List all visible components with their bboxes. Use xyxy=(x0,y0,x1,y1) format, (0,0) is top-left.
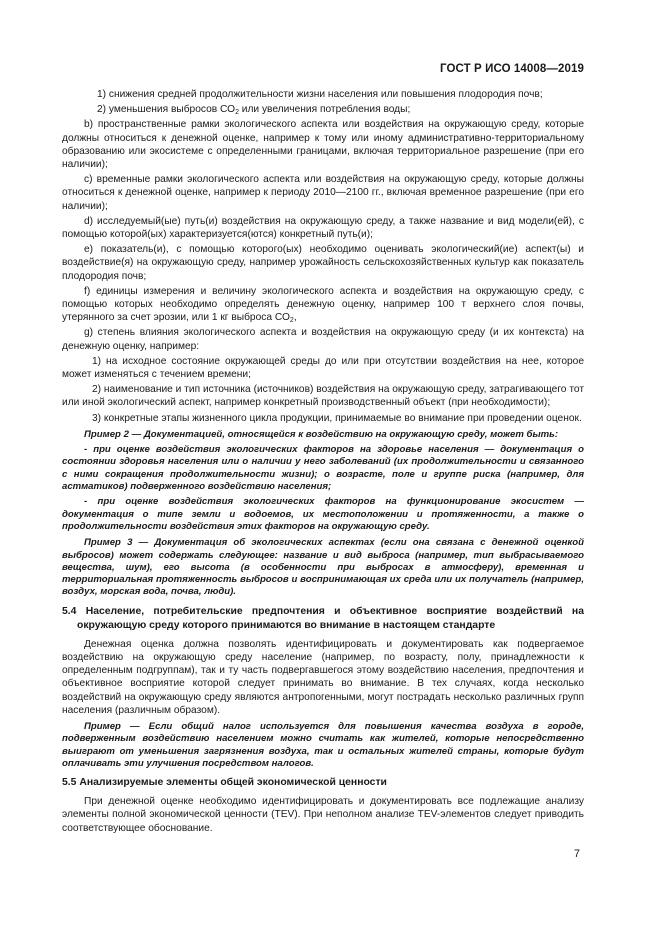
section-5-5-heading: 5.5 Анализируемые элементы общей экономической ценности xyxy=(62,777,387,789)
section-5-4-heading: 5.4 Население, потребительские предпочтения и объективное восприятие воздействий на окружающую среду которого принимаются во внимание в настоящем стандарте xyxy=(62,605,584,631)
example-2-title: Пример 2 — Документацией, относящейся к воздействию на окружающую среду, может быть: xyxy=(84,428,559,440)
list-item-d: d) исследуемый(ые) путь(и) воздействия на окружающую среду, а также название и вид модели(ей), с помощью которой(ых) характеризуется(ются) конкретный путь(и); xyxy=(62,215,584,241)
document-code-header: ГОСТ Р ИСО 14008—2019 xyxy=(439,63,584,75)
section-5-4-text: Денежная оценка должна позволять идентифицировать и документировать как подвергаемое воздействию на окружающую среду население (например, по возрасту, полу, принадлежности к определенным подгруппам), так и ту часть подвергавшегося этому воздействию населения, предпочтения и объективное восприятие которой следует принимать во внимание. В тех случаях, когда несколько воздействий на окружающую среду являются антропогенными, могут пострадать несколько различных групп населения (различным образом). xyxy=(62,638,584,716)
list-item-g3: 3) конкретные этапы жизненного цикла продукции, принимаемые во внимание при проведении оценок. xyxy=(92,412,582,424)
page-number: 7 xyxy=(573,848,580,860)
list-item-c: c) временные рамки экологического аспекта или воздействия на окружающую среду, которые должны относиться к денежной оценке, например к периоду 2010—2100 гг., включая временное разрешение (при его наличии); xyxy=(62,174,584,212)
list-item-g: g) степень влияния экологического аспекта и воздействия на окружающую среду (и их контекста) на денежную оценку, например: xyxy=(62,327,584,352)
list-item-1: 1) снижения средней продолжительности жизни населения или повышения плодородия почв; xyxy=(97,89,543,100)
example-2-item-a: - при оценке воздействия экологических факторов на здоровье населения — документация о состоянии здоровья населения или о наличии у него заболеваний (их продолжительности и связанного с ними сокращения продолжительности жизни); о возрасте, поле и группе риска (например, для астматиков) подверженного воздействию населения; xyxy=(62,444,584,493)
list-item-2: 2) уменьшения выбросов $СО_2$ или увеличения потребления воды; xyxy=(97,104,411,117)
example-3: Пример 3 — Документация об экологических аспектах (если она связана с денежной оценкой выбросов) может содержать следующее: название и вид выброса (например, тип выбрасываемого вещества, шум), его высота (в особенности при выбросах в атмосферу), временная и территориальная протяженность выбросов и воспринимающая их среда или их получатель (например, воздух, морская вода, почва, люди). xyxy=(62,537,584,598)
example-2-item-b: - при оценке воздействия экологических факторов на функционирование экосистем — документация о типе земли и водоемов, их местоположении и протяженности, а также о продолжительности воздействия этих факторов на окружающую среду. xyxy=(62,496,584,532)
list-item-b: b) пространственные рамки экологического аспекта или воздействия на окружающую среду, которые должны относиться к денежной оценке, например к тому или иному административно-территориальному образованию или экосистеме с определенными границами, включая территориальное разрешение (при его наличии); xyxy=(62,119,584,171)
list-item-e: e) показатель(и), с помощью которого(ых) необходимо оценивать экологический(ие) аспект(ы) и воздействие(я) на окружающую среду, например урожайность сельскохозяйственных культур как показатель плодородия почв; xyxy=(62,244,584,282)
section-5-5-text: При денежной оценке необходимо идентифицировать и документировать все подлежащие анализу элементы полной экономической ценности (TEV). При неполном анализе TEV-элементов следует приводить соответствующее обоснование. xyxy=(62,796,584,834)
section-5-4-example: Пример — Если общий налог используется для повышения качества воздуха в городе, подверженным воздействию населением можно считать как жителей, которые непосредственно выиграют от уменьшения загрязнения воздуха, так и остальных жителей страны, которые будут оплачивать эти улучшения посредством налогов. xyxy=(62,720,584,769)
page-body xyxy=(62,88,584,837)
list-item-f: f) единицы измерения и величину экологического аспекта и воздействия на окружающую среду, с помощью которых необходимо определять денежную оценку, например 100 т верхнего слоя почвы, утерянного за счет эрозии, или 1 кг выброса $СО_2$, xyxy=(62,285,584,325)
list-item-g1: 1) на исходное состояние окружающей среды до или при отсутствии воздействия на нее, которое может изменяться с течением времени; xyxy=(62,355,584,381)
list-item-g2: 2) наименование и тип источника (источников) воздействия на окружающую среду, затрагивающего тот или иной экологический аспект, например конкретный производственный объект (при необходимости); xyxy=(62,384,584,409)
